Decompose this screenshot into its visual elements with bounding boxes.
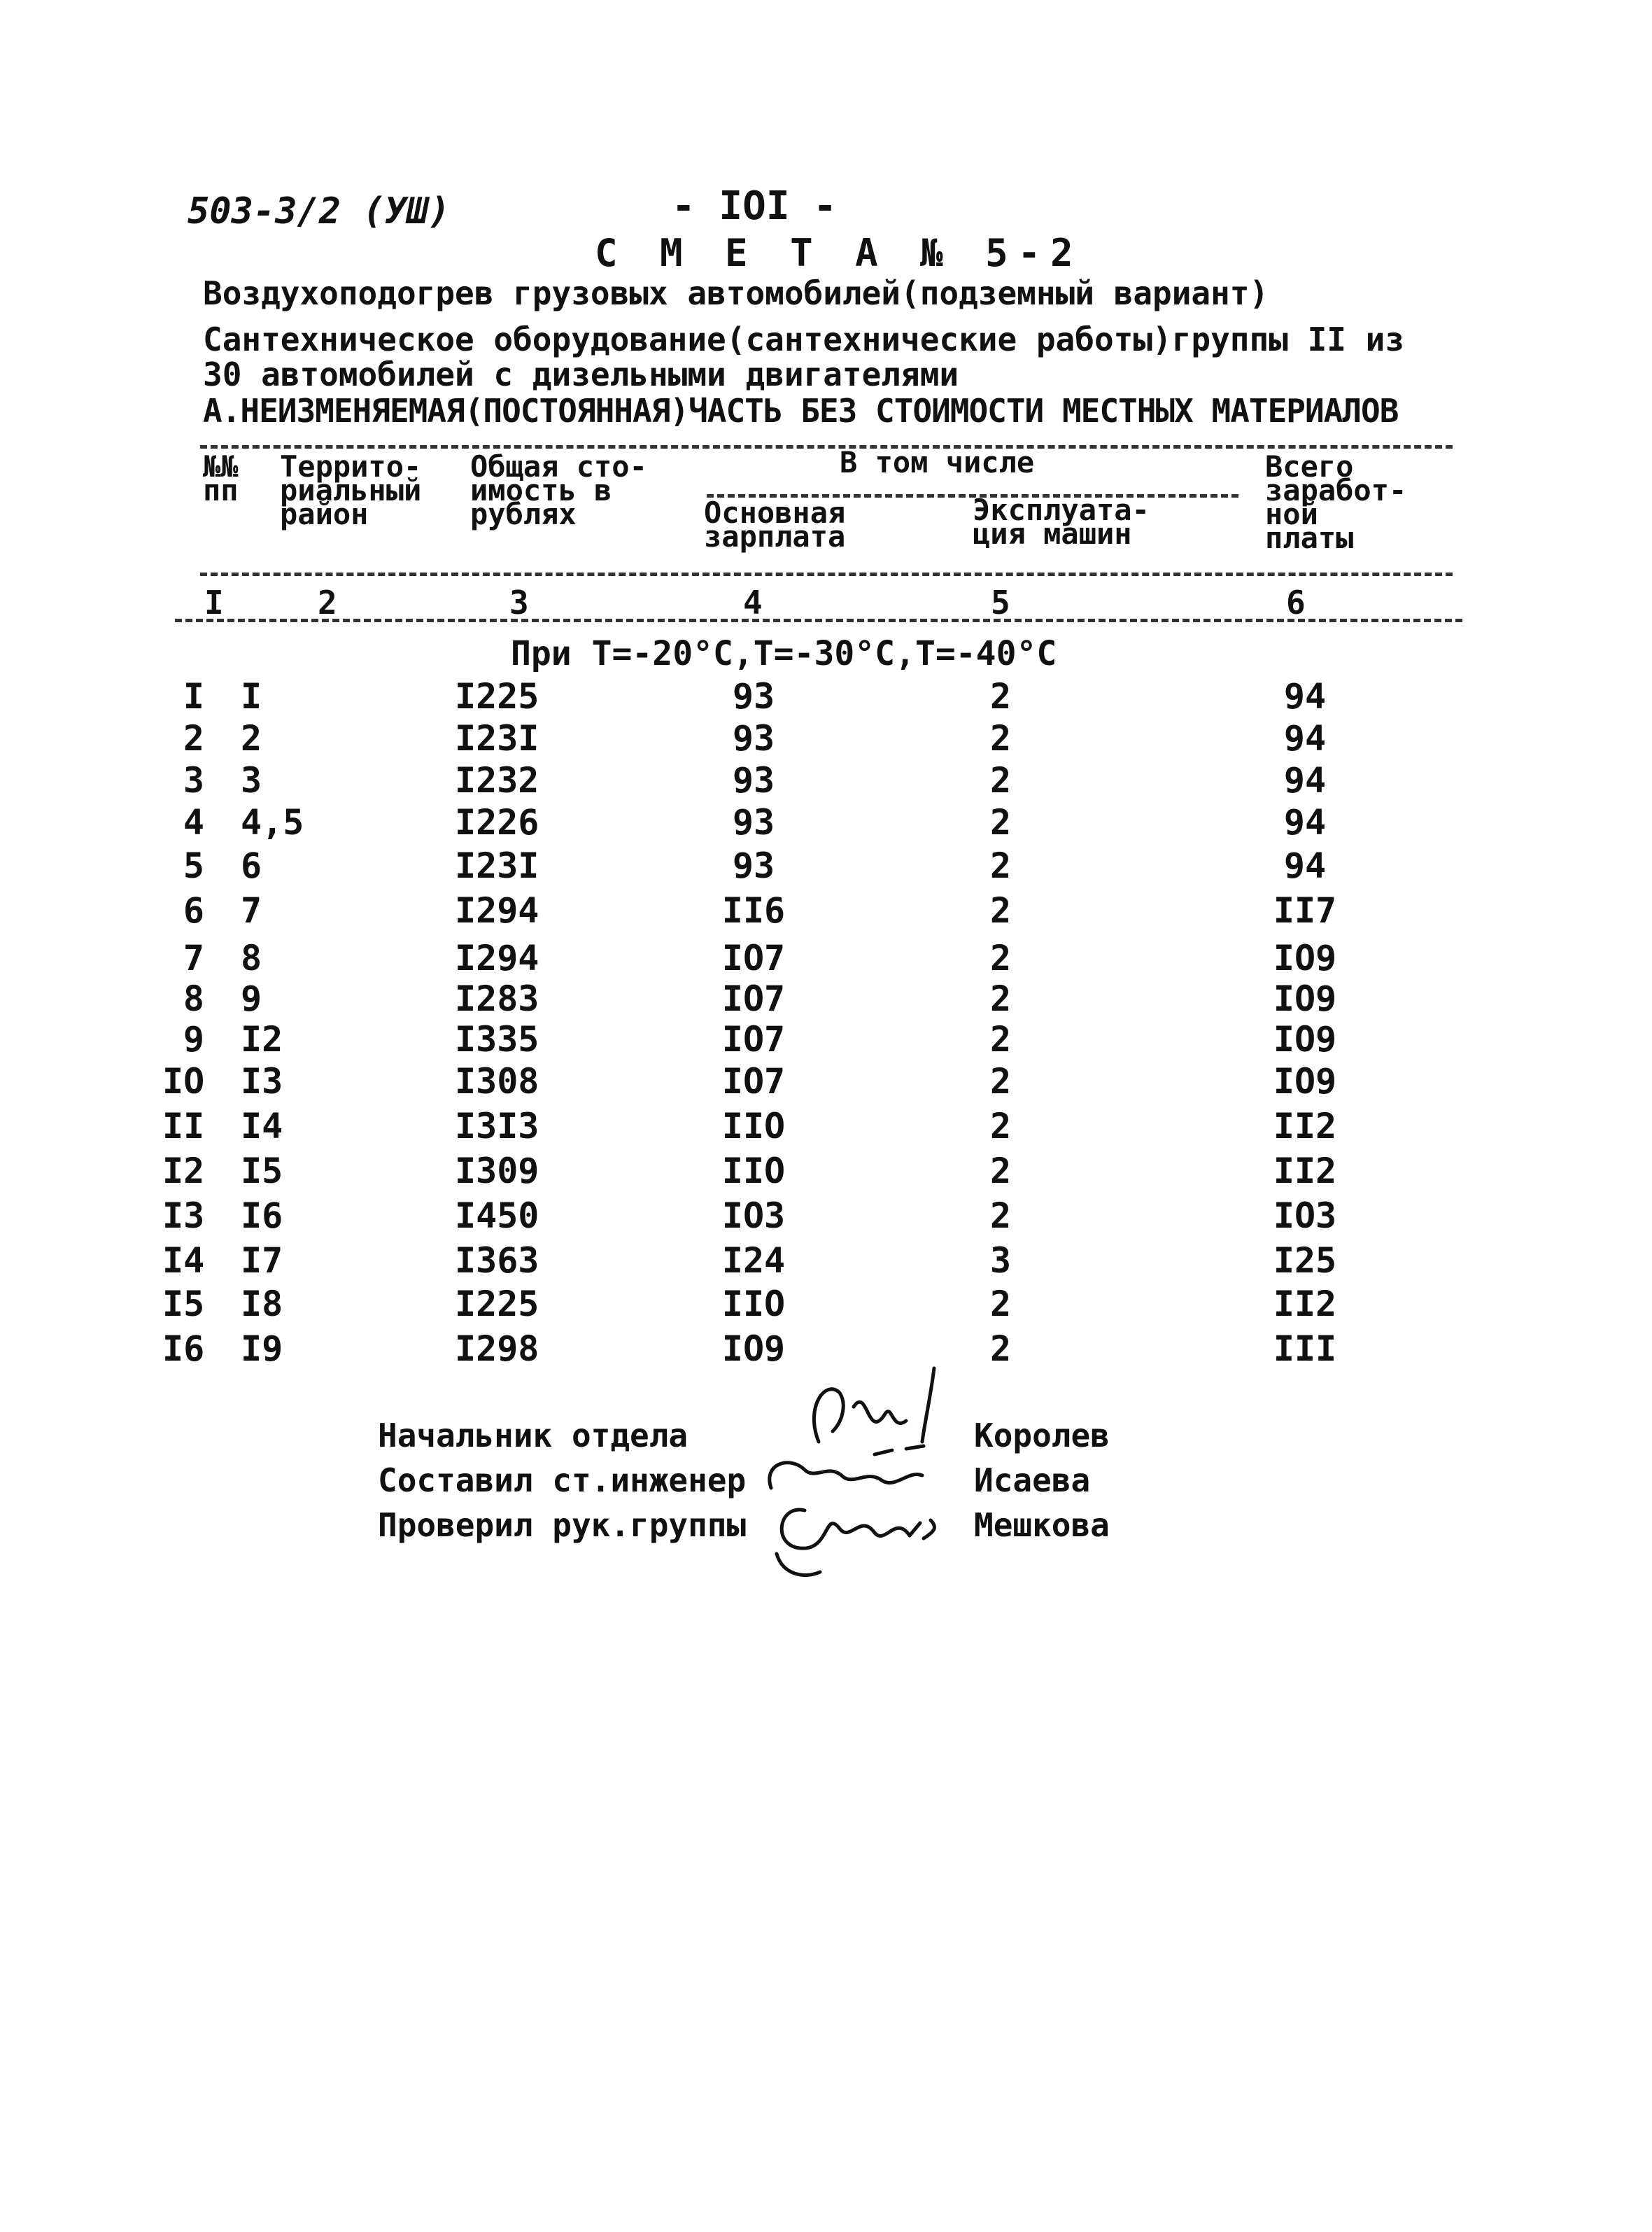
document-code: 503-3/2 (УШ) — [188, 190, 451, 232]
row-base-wage: IO9 — [721, 1328, 786, 1369]
signature-role: Начальник отдела — [378, 1417, 689, 1454]
row-total-wages: II2 — [1273, 1284, 1337, 1324]
row-total-cost: I308 — [455, 1061, 539, 1102]
row-number: II — [162, 1106, 205, 1146]
row-total-cost: I298 — [455, 1328, 539, 1369]
row-total-cost: I23I — [455, 718, 539, 759]
row-region: 3 — [241, 760, 262, 801]
table-row — [0, 1061, 1652, 1103]
table-row — [0, 1195, 1652, 1237]
table-row — [0, 938, 1652, 980]
row-region: I3 — [241, 1061, 283, 1102]
estimate-title: С М Е Т А № 5-2 — [595, 231, 1083, 275]
row-region: I9 — [241, 1328, 283, 1369]
row-region: I — [241, 676, 262, 717]
table-row — [0, 802, 1652, 844]
row-machine-operation: 2 — [989, 938, 1012, 978]
table-row — [0, 845, 1652, 887]
row-number: 3 — [183, 760, 204, 801]
table-top-rule — [200, 445, 1453, 449]
row-machine-operation: 2 — [989, 676, 1012, 717]
col-number: 5 — [991, 584, 1010, 622]
table-row — [0, 1284, 1652, 1326]
row-number: I2 — [162, 1151, 205, 1191]
row-region: I6 — [241, 1195, 283, 1236]
row-region: 2 — [241, 718, 262, 759]
table-row — [0, 1106, 1652, 1148]
column-number-rule — [175, 619, 1462, 622]
row-number: 7 — [183, 938, 204, 978]
row-total-cost: I283 — [455, 978, 539, 1019]
row-region: I2 — [241, 1019, 283, 1060]
row-total-wages: 94 — [1283, 760, 1327, 801]
row-number: I6 — [162, 1328, 205, 1369]
row-machine-operation: 2 — [989, 1195, 1012, 1236]
col-number: 3 — [509, 584, 529, 622]
row-region: 7 — [241, 890, 262, 931]
row-machine-operation: 3 — [989, 1240, 1012, 1281]
row-total-cost: I450 — [455, 1195, 539, 1236]
row-total-wages: IO9 — [1273, 938, 1337, 978]
estimate-description-line-2: 30 автомобилей с дизельными двигателями — [203, 356, 959, 393]
header-bottom-rule — [200, 573, 1453, 576]
estimate-description-line-1: Сантехническое оборудование(сантехнические работы)группы II из — [203, 321, 1405, 358]
row-machine-operation: 2 — [989, 1151, 1012, 1191]
signature-name: Исаева — [974, 1461, 1091, 1499]
row-region: 8 — [241, 938, 262, 978]
signature-name: Королев — [974, 1417, 1110, 1454]
table-row — [0, 718, 1652, 760]
signature-role: Проверил рук.группы — [378, 1506, 747, 1544]
row-total-cost: I226 — [455, 802, 539, 843]
col-number: 6 — [1286, 584, 1306, 622]
row-machine-operation: 2 — [989, 1328, 1012, 1369]
col-header-total-cost: Общая сто- имость в рублях — [470, 449, 647, 531]
row-number: 2 — [183, 718, 204, 759]
col-number: 4 — [743, 584, 763, 622]
row-total-cost: I294 — [455, 890, 539, 931]
row-number: 4 — [183, 802, 204, 843]
row-base-wage: IO7 — [721, 978, 786, 1019]
row-total-wages: IO9 — [1273, 1061, 1337, 1102]
row-total-wages: 94 — [1283, 802, 1327, 843]
handwritten-signatures — [763, 1365, 973, 1589]
temperature-section-title: При Т=-20°С,Т=-30°С,Т=-40°С — [511, 634, 1057, 673]
row-total-cost: I23I — [455, 845, 539, 886]
signature-role: Составил ст.инженер — [378, 1461, 747, 1499]
row-region: I7 — [241, 1240, 283, 1281]
row-machine-operation: 2 — [989, 1019, 1012, 1060]
row-number: 6 — [183, 890, 204, 931]
row-total-cost: I225 — [455, 1284, 539, 1324]
row-base-wage: IO7 — [721, 938, 786, 978]
row-total-cost: I3I3 — [455, 1106, 539, 1146]
row-base-wage: 93 — [732, 676, 775, 717]
col-header-machine-operation: Эксплуата- ция машин — [973, 493, 1150, 551]
row-base-wage: 93 — [732, 718, 775, 759]
table-row — [0, 1019, 1652, 1061]
col-header-region: Террито- риальный район — [280, 449, 422, 531]
col-number: I — [204, 584, 224, 622]
row-base-wage: IIO — [721, 1151, 786, 1191]
row-region: 6 — [241, 845, 262, 886]
col-number: 2 — [318, 584, 337, 622]
row-total-wages: II2 — [1273, 1151, 1337, 1191]
table-row — [0, 1328, 1652, 1370]
row-total-wages: II2 — [1273, 1106, 1337, 1146]
row-total-cost: I363 — [455, 1240, 539, 1281]
row-number: I5 — [162, 1284, 205, 1324]
row-machine-operation: 2 — [989, 1061, 1012, 1102]
row-total-wages: II7 — [1273, 890, 1337, 931]
row-total-cost: I335 — [455, 1019, 539, 1060]
row-base-wage: II6 — [721, 890, 786, 931]
section-a-heading: А.НЕИЗМЕНЯЕМАЯ(ПОСТОЯННАЯ)ЧАСТЬ БЕЗ СТОИМОСТИ МЕСТНЫХ МАТЕРИАЛОВ — [203, 392, 1399, 430]
row-machine-operation: 2 — [989, 845, 1012, 886]
row-number: I3 — [162, 1195, 205, 1236]
row-base-wage: 93 — [732, 802, 775, 843]
row-number: I — [183, 676, 204, 717]
table-row — [0, 1151, 1652, 1193]
row-number: IO — [162, 1061, 205, 1102]
row-machine-operation: 2 — [989, 978, 1012, 1019]
row-machine-operation: 2 — [989, 802, 1012, 843]
row-base-wage: IIO — [721, 1284, 786, 1324]
row-total-cost: I232 — [455, 760, 539, 801]
row-base-wage: I24 — [721, 1240, 786, 1281]
row-base-wage: IIO — [721, 1106, 786, 1146]
row-region: I8 — [241, 1284, 283, 1324]
table-row — [0, 978, 1652, 1020]
row-base-wage: 93 — [732, 845, 775, 886]
col-header-base-wage: Основная зарплата — [704, 496, 846, 554]
row-number: 8 — [183, 978, 204, 1019]
page-number: - IOI - — [672, 183, 838, 229]
table-row — [0, 676, 1652, 718]
row-total-cost: I309 — [455, 1151, 539, 1191]
col-header-group-including: В том числе — [840, 445, 1035, 479]
row-region: 4,5 — [241, 802, 304, 843]
row-number: 9 — [183, 1019, 204, 1060]
table-row — [0, 890, 1652, 932]
row-total-wages: I25 — [1273, 1240, 1337, 1281]
row-machine-operation: 2 — [989, 760, 1012, 801]
row-base-wage: IO3 — [721, 1195, 786, 1236]
row-base-wage: 93 — [732, 760, 775, 801]
signature-name: Мешкова — [974, 1506, 1110, 1544]
estimate-subtitle: Воздухоподогрев грузовых автомобилей(подземный вариант) — [203, 274, 1269, 312]
row-number: I4 — [162, 1240, 205, 1281]
row-number: 5 — [183, 845, 204, 886]
row-total-wages: 94 — [1283, 676, 1327, 717]
row-machine-operation: 2 — [989, 890, 1012, 931]
row-base-wage: IO7 — [721, 1061, 786, 1102]
table-row — [0, 760, 1652, 802]
row-total-wages: III — [1273, 1328, 1337, 1369]
row-total-wages: IO3 — [1273, 1195, 1337, 1236]
row-region: I5 — [241, 1151, 283, 1191]
row-total-cost: I294 — [455, 938, 539, 978]
row-region: I4 — [241, 1106, 283, 1146]
row-base-wage: IO7 — [721, 1019, 786, 1060]
row-region: 9 — [241, 978, 262, 1019]
row-total-wages: IO9 — [1273, 1019, 1337, 1060]
row-machine-operation: 2 — [989, 1284, 1012, 1324]
row-machine-operation: 2 — [989, 1106, 1012, 1146]
row-total-wages: 94 — [1283, 718, 1327, 759]
table-row — [0, 1240, 1652, 1282]
row-machine-operation: 2 — [989, 718, 1012, 759]
row-total-cost: I225 — [455, 676, 539, 717]
row-total-wages: IO9 — [1273, 978, 1337, 1019]
col-header-number: №№ пп — [203, 449, 239, 507]
row-total-wages: 94 — [1283, 845, 1327, 886]
col-header-total-wages: Всего заработ- ной платы — [1265, 449, 1407, 555]
